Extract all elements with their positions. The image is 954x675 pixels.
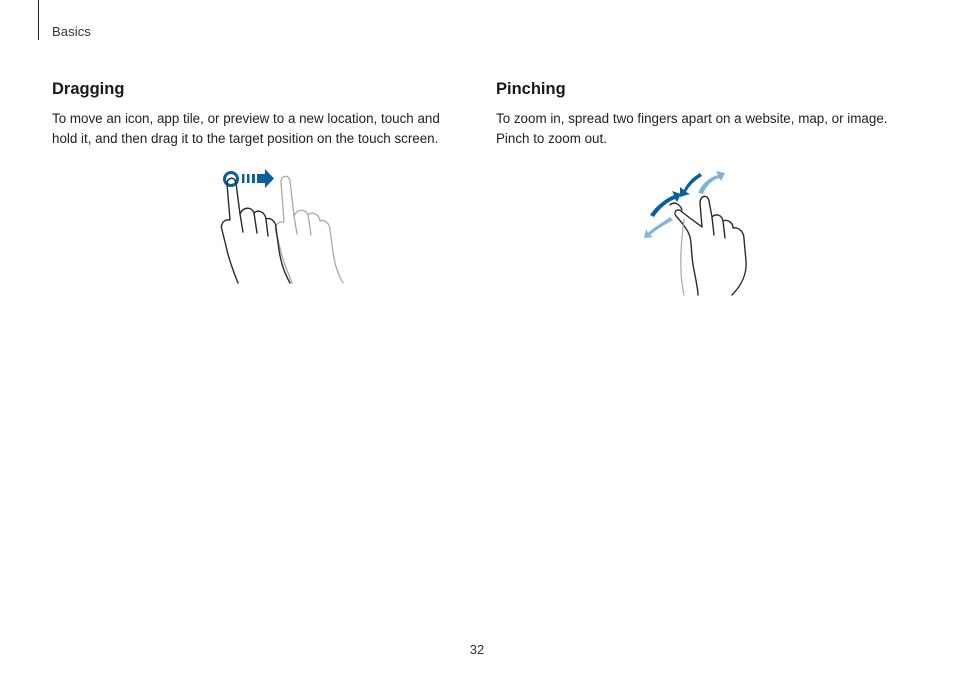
pinch-gesture-icon [640,165,755,297]
section-pinching [496,78,906,149]
page-number: 32 [469,642,485,657]
margin-rule [38,0,39,40]
section-title-dragging: Dragging [52,80,125,98]
section-title-pinching: Pinching [496,80,566,98]
section-body-pinching: To zoom in, spread two fingers apart on a website, map, or image. Pinch to zoom out. [496,111,888,146]
section-body-dragging: To move an icon, app tile, or preview to a new location, touch and hold it, and then drag it to the target position on the touch screen. [52,111,440,146]
section-dragging [52,78,462,149]
chapter-label: Basics [52,24,91,39]
drag-gesture-icon [218,162,348,287]
